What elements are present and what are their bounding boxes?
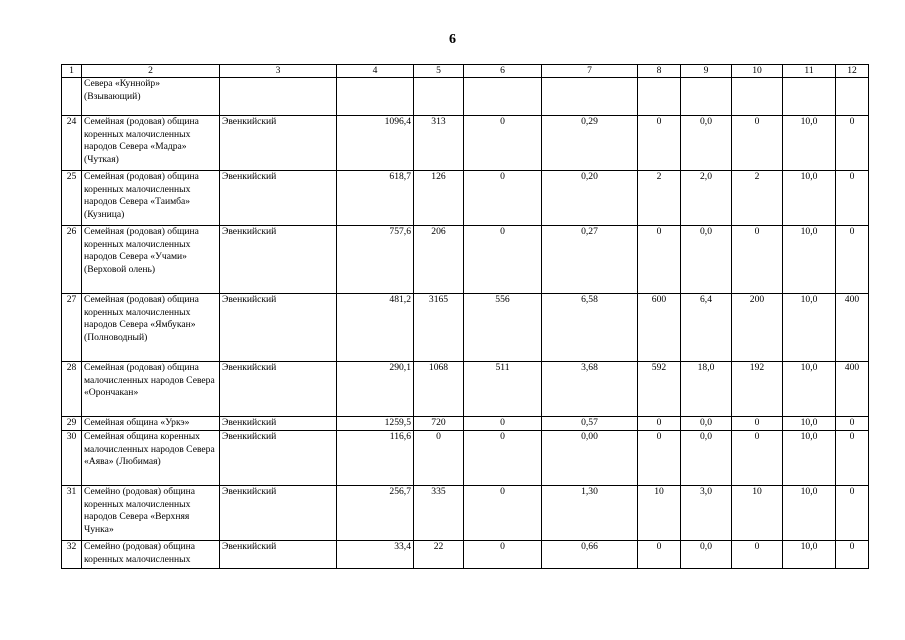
- column-header: 6: [464, 65, 542, 78]
- row-number-cell: 24: [62, 116, 82, 171]
- table-cell: 592: [638, 362, 681, 417]
- column-header: 7: [542, 65, 638, 78]
- header-row: [62, 65, 869, 78]
- table-cell: [464, 78, 542, 116]
- table-row: [62, 431, 869, 486]
- table-row: [62, 78, 869, 116]
- community-name-cell: Семейно (родовая) община коренных малочисленных народов Севера «Верхняя Чунка»: [82, 486, 220, 541]
- table-row: [62, 294, 869, 362]
- column-header: 2: [82, 65, 220, 78]
- table-cell: 0: [638, 541, 681, 569]
- column-header: 4: [337, 65, 414, 78]
- table-cell: 0: [836, 431, 869, 486]
- column-header: 12: [836, 65, 869, 78]
- table-cell: 10,0: [783, 431, 836, 486]
- table-cell: 0: [464, 171, 542, 226]
- table-cell: 0: [732, 417, 783, 431]
- table-cell: 290,1: [337, 362, 414, 417]
- community-name-cell: Семейная община коренных малочисленных народов Севера «Аява» (Любимая): [82, 431, 220, 486]
- table-cell: 0: [836, 226, 869, 294]
- table-cell: [542, 78, 638, 116]
- table-cell: 6,58: [542, 294, 638, 362]
- table-cell: 0: [638, 417, 681, 431]
- community-name-cell: Семейная (родовая) община коренных малочисленных народов Севера «Мадра» (Чуткая): [82, 116, 220, 171]
- column-header: 9: [681, 65, 732, 78]
- table-cell: 313: [414, 116, 464, 171]
- table-cell: 0: [464, 417, 542, 431]
- column-header: 8: [638, 65, 681, 78]
- table-cell: 0: [836, 116, 869, 171]
- row-number-cell: 26: [62, 226, 82, 294]
- table-cell: 3165: [414, 294, 464, 362]
- table-cell: 0,0: [681, 541, 732, 569]
- table-cell: [638, 78, 681, 116]
- table-cell: 0: [836, 486, 869, 541]
- table-cell: 200: [732, 294, 783, 362]
- community-name-cell: Семейная (родовая) община коренных малочисленных народов Севера «Ямбукан» (Полноводный): [82, 294, 220, 362]
- community-name-cell: Семейная (родовая) община коренных малочисленных народов Севера «Учами» (Верховой олень): [82, 226, 220, 294]
- row-number-cell: 27: [62, 294, 82, 362]
- table-cell: 18,0: [681, 362, 732, 417]
- table-cell: 618,7: [337, 171, 414, 226]
- table-cell: 0: [836, 541, 869, 569]
- table-cell: 0: [836, 417, 869, 431]
- table-cell: 116,6: [337, 431, 414, 486]
- table-cell: 256,7: [337, 486, 414, 541]
- data-table: [61, 64, 869, 569]
- table-cell: 10,0: [783, 294, 836, 362]
- community-name-cell: Семейная (родовая) община коренных малочисленных народов Севера «Таимба» (Кузница): [82, 171, 220, 226]
- district-cell: Эвенкийский: [220, 431, 337, 486]
- community-name-cell: Семейно (родовая) община коренных малочисленных: [82, 541, 220, 569]
- table-cell: [414, 78, 464, 116]
- table-cell: 10,0: [783, 171, 836, 226]
- table-cell: 0,00: [542, 431, 638, 486]
- table-cell: 600: [638, 294, 681, 362]
- table-cell: [681, 78, 732, 116]
- table-cell: 33,4: [337, 541, 414, 569]
- table-cell: 0: [732, 541, 783, 569]
- district-cell: Эвенкийский: [220, 294, 337, 362]
- table-cell: 335: [414, 486, 464, 541]
- table-cell: 0: [732, 226, 783, 294]
- table-row: [62, 541, 869, 569]
- table-cell: 6,4: [681, 294, 732, 362]
- row-number-cell: 30: [62, 431, 82, 486]
- column-header: 5: [414, 65, 464, 78]
- table-cell: 0: [464, 116, 542, 171]
- district-cell: Эвенкийский: [220, 417, 337, 431]
- table-cell: 481,2: [337, 294, 414, 362]
- table-cell: 10: [638, 486, 681, 541]
- table-cell: 0,0: [681, 417, 732, 431]
- table-cell: 3,68: [542, 362, 638, 417]
- table-cell: 0: [414, 431, 464, 486]
- district-cell: Эвенкийский: [220, 226, 337, 294]
- row-number-cell: [62, 78, 82, 116]
- page-number: 6: [449, 32, 456, 47]
- table-cell: 1068: [414, 362, 464, 417]
- column-header: 10: [732, 65, 783, 78]
- table-row: [62, 171, 869, 226]
- table-cell: 0: [464, 486, 542, 541]
- table-row: [62, 486, 869, 541]
- table-cell: 0,0: [681, 116, 732, 171]
- row-number-cell: 28: [62, 362, 82, 417]
- table-cell: 1259,5: [337, 417, 414, 431]
- table-cell: 1,30: [542, 486, 638, 541]
- table-cell: 0,0: [681, 226, 732, 294]
- table-cell: 3,0: [681, 486, 732, 541]
- table-cell: 0,66: [542, 541, 638, 569]
- district-cell: Эвенкийский: [220, 541, 337, 569]
- table-row: [62, 116, 869, 171]
- table-cell: 10,0: [783, 362, 836, 417]
- table-cell: 511: [464, 362, 542, 417]
- column-header: 1: [62, 65, 82, 78]
- table-cell: 0,57: [542, 417, 638, 431]
- table-cell: 757,6: [337, 226, 414, 294]
- district-cell: Эвенкийский: [220, 486, 337, 541]
- table-cell: 556: [464, 294, 542, 362]
- table-cell: [337, 78, 414, 116]
- table-cell: [836, 78, 869, 116]
- community-name-cell: Семейная (родовая) община малочисленных народов Севера «Орончакан»: [82, 362, 220, 417]
- table-cell: 10,0: [783, 486, 836, 541]
- table-cell: 22: [414, 541, 464, 569]
- district-cell: Эвенкийский: [220, 116, 337, 171]
- table-cell: 206: [414, 226, 464, 294]
- table-cell: 0,29: [542, 116, 638, 171]
- table-cell: 10,0: [783, 417, 836, 431]
- table-cell: 0,0: [681, 431, 732, 486]
- table-cell: 0,27: [542, 226, 638, 294]
- table-cell: 2: [732, 171, 783, 226]
- district-cell: Эвенкийский: [220, 362, 337, 417]
- table-row: [62, 417, 869, 431]
- table-cell: 0: [732, 116, 783, 171]
- table-cell: 192: [732, 362, 783, 417]
- table-cell: 0: [638, 226, 681, 294]
- row-number-cell: 32: [62, 541, 82, 569]
- column-header: 3: [220, 65, 337, 78]
- table-cell: 126: [414, 171, 464, 226]
- table-cell: 10,0: [783, 226, 836, 294]
- table-cell: 10,0: [783, 541, 836, 569]
- row-number-cell: 31: [62, 486, 82, 541]
- table-cell: 400: [836, 362, 869, 417]
- table-cell: 720: [414, 417, 464, 431]
- table-row: [62, 362, 869, 417]
- table-cell: 0: [638, 431, 681, 486]
- table-cell: 0,20: [542, 171, 638, 226]
- community-name-cell: Семейная община «Уркэ»: [82, 417, 220, 431]
- row-number-cell: 29: [62, 417, 82, 431]
- table-cell: 0: [464, 541, 542, 569]
- table-cell: 0: [464, 226, 542, 294]
- table-cell: 10: [732, 486, 783, 541]
- community-name-cell: Севера «Куннойр» (Взывающий): [82, 78, 220, 116]
- table-cell: 1096,4: [337, 116, 414, 171]
- table-cell: [783, 78, 836, 116]
- table-cell: 2: [638, 171, 681, 226]
- district-cell: [220, 78, 337, 116]
- table-cell: 0: [836, 171, 869, 226]
- table-cell: [732, 78, 783, 116]
- table-cell: 0: [638, 116, 681, 171]
- table-cell: 0: [732, 431, 783, 486]
- table-cell: 2,0: [681, 171, 732, 226]
- column-header: 11: [783, 65, 836, 78]
- district-cell: Эвенкийский: [220, 171, 337, 226]
- table-cell: 0: [464, 431, 542, 486]
- row-number-cell: 25: [62, 171, 82, 226]
- table-cell: 400: [836, 294, 869, 362]
- table-cell: 10,0: [783, 116, 836, 171]
- table-row: [62, 226, 869, 294]
